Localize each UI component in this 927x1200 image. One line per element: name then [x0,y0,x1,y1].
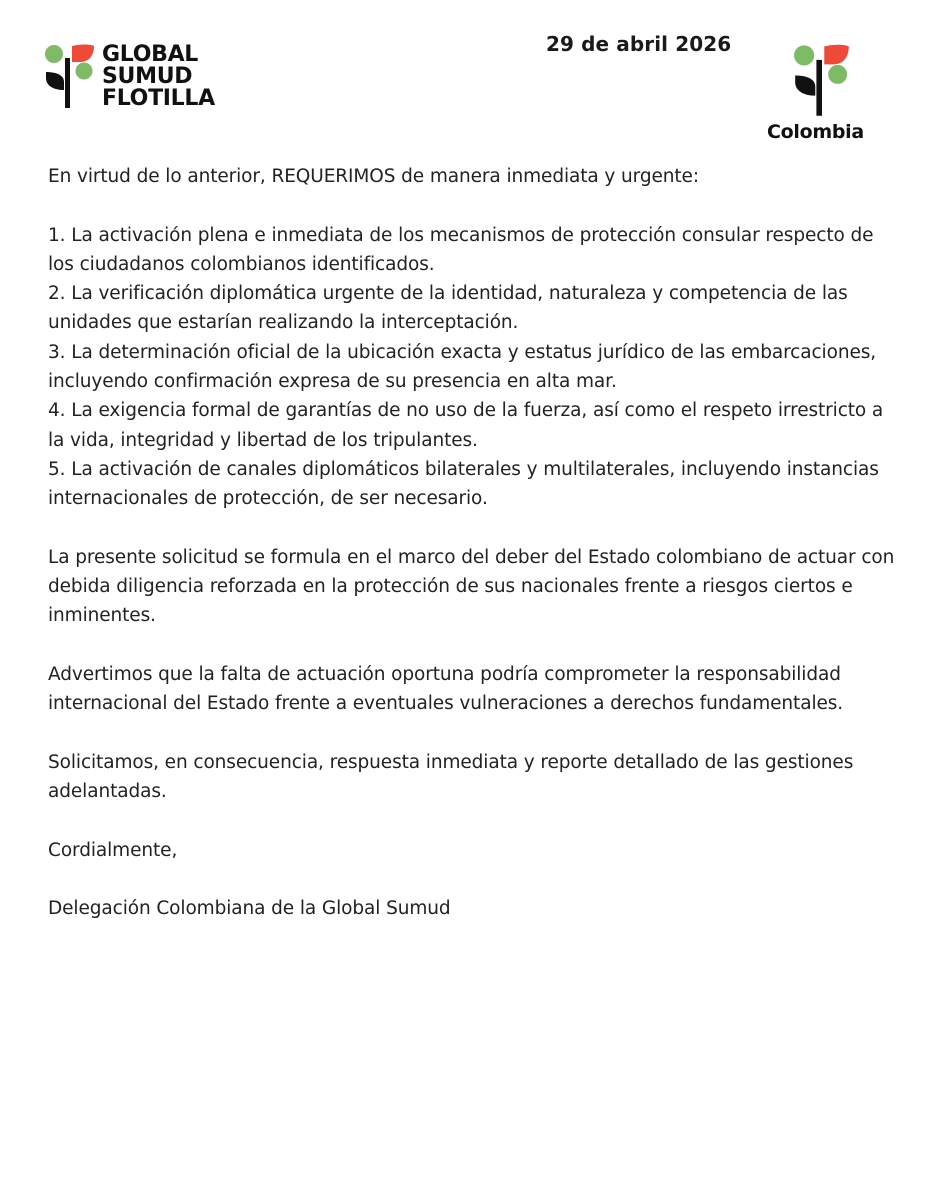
brand-name [102,44,215,110]
duty-paragraph: La presente solicitud se formula en el marco del deber del Estado colombiano de actuar con debida diligencia reforzada en la protección de sus nacionales frente a riesgos ciertos e inminentes. [48,546,895,627]
brand-line-1: GLOBAL [102,42,199,67]
letter-body [48,162,898,924]
brand-line-2: SUMUD [102,64,193,89]
closing: Cordialmente, [48,839,178,861]
intro-paragraph: En virtud de lo anterior, REQUERIMOS de manera inmediata y urgente: [48,166,699,187]
global-sumud-flotilla-logo [44,42,244,112]
warning-paragraph: Advertimos que la falta de actuación oportuna podría comprometer la responsabilidad internacional del Estado frente a eventuales vulneraciones a derechos fundamentales. [48,664,844,715]
brand-line-3: FLOTILLA [102,86,215,111]
colombia-logo [766,42,886,146]
request-item-5: 5. La activación de canales diplomáticos bilaterales y multilaterales, incluyendo instancias internacionales de protección, de ser necesario. [48,458,879,510]
request-item-3: 3. La determinación oficial de la ubicación exacta y estatus jurídico de las embarcaciones, incluyendo confirmación expresa de su presencia en alta mar. [48,341,877,393]
country-name: Colombia [767,121,864,143]
tree-sprout-logo-icon [790,42,854,118]
signature: Delegación Colombiana de la Global Sumud [48,898,451,920]
tree-sprout-logo-icon [44,42,96,110]
request-item-2: 2. La verificación diplomática urgente de la identidad, naturaleza y competencia de las unidades que estarían realizando la interceptación. [48,283,848,334]
request-response-paragraph: Solicitamos, en consecuencia, respuesta inmediata y reporte detallado de las gestiones adelantadas. [48,751,854,803]
letter-date: 29 de abril 2026 [546,32,732,56]
request-item-4: 4. La exigencia formal de garantías de no uso de la fuerza, así como el respeto irrestricto a la vida, integridad y libertad de los tripulantes. [48,400,884,451]
request-item-1: 1. La activación plena e inmediata de los mecanismos de protección consular respecto de los ciudadanos colombianos identificados. [48,224,874,275]
